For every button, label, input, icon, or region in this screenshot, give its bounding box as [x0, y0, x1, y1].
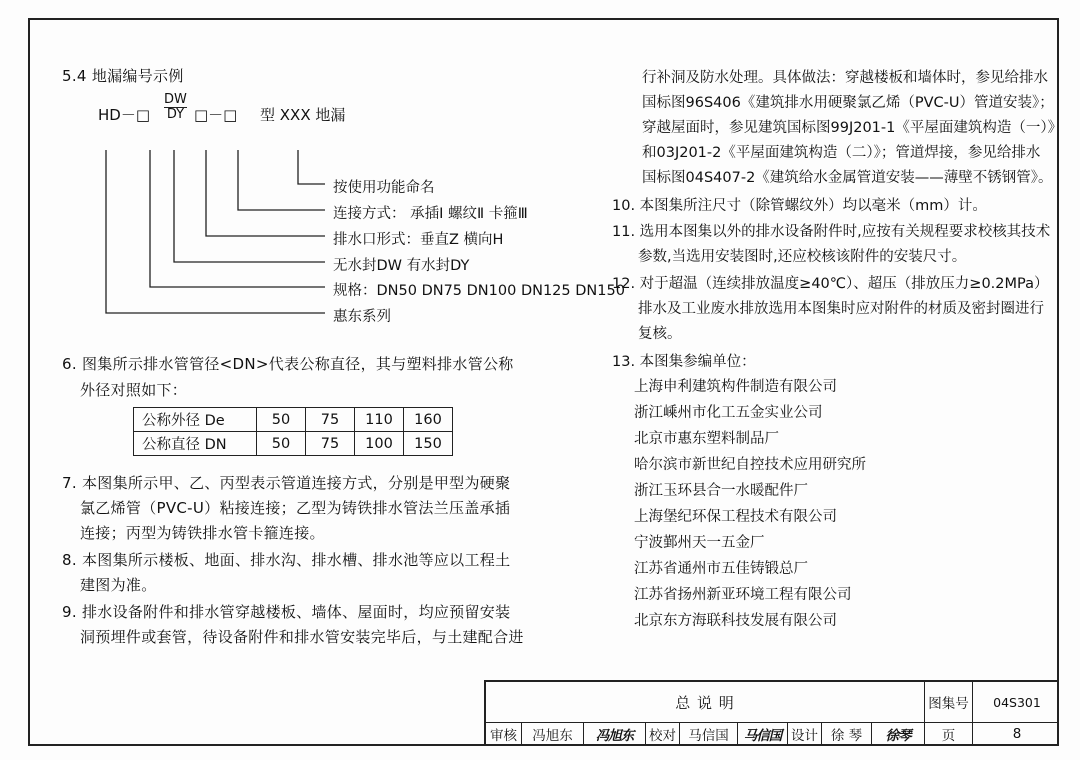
code-item-5: 规格：DN50 DN75 DN100 DN125 DN150 — [333, 283, 625, 299]
check-label: 校对 — [645, 722, 679, 746]
code-item-3: 排水口形式：垂直Z 横向H — [333, 232, 504, 248]
section-8-line1: 8. 本图集所示楼板、地面、排水沟、排水槽、排水池等应以工程土 — [62, 551, 511, 569]
unit-item: 浙江玉环县合一水暖配件厂 — [634, 483, 808, 499]
drawing-title: 总 说 明 — [675, 693, 735, 712]
design-label: 设计 — [787, 722, 821, 746]
signature-row — [486, 722, 1059, 746]
check-name: 马信国 — [679, 722, 737, 746]
diameter-table — [133, 407, 453, 456]
section-6-line1: 6. 图集所示排水管管径<DN>代表公称直径，其与塑料排水管公称 — [62, 355, 514, 373]
section-9-line1: 9. 排水设备附件和排水管穿越楼板、墙体、屋面时，均应预留安装 — [62, 603, 511, 621]
unit-item: 浙江嵊州市化工五金实业公司 — [634, 405, 823, 421]
table-cell: 150 — [404, 432, 453, 456]
code-item-2: 连接方式： 承插Ⅰ 螺纹Ⅱ 卡箍Ⅲ — [333, 206, 528, 222]
page-label: 页 — [924, 722, 972, 746]
table-cell: 50 — [257, 432, 306, 456]
audit-name: 冯旭东 — [521, 722, 583, 746]
continuation-line3: 穿越屋面时，参见建筑国标图99J201-1《平屋面建筑构造（一）》 — [642, 120, 1063, 136]
section-7-line2: 氯乙烯管（PVC-U）粘接连接；乙型为铸铁排水管法兰压盖承插 — [80, 499, 511, 517]
unit-item: 上海堡纪环保工程技术有限公司 — [634, 509, 837, 525]
fraction-top: DW — [164, 92, 187, 107]
section-9-line2: 洞预埋件或套管，待设备附件和排水管安装完毕后，与土建配合进 — [80, 628, 524, 646]
section-6-line2: 外径对照如下： — [80, 381, 188, 399]
code-prefix: HD－□ — [98, 106, 151, 124]
code-item-4: 无水封DW 有水封DY — [333, 258, 470, 274]
table-cell: 75 — [306, 408, 355, 432]
continuation-line5: 国标图04S407-2《建筑给水金属管道安装——薄壁不锈钢管》。 — [642, 170, 1053, 186]
section-12-line3: 复核。 — [638, 326, 682, 342]
design-signature: 徐琴 — [871, 722, 924, 746]
continuation-line4: 和03J201-2《平屋面建筑构造（二）》；管道焊接，参见给排水 — [642, 145, 1041, 161]
atlas-number: 04S301 — [972, 682, 1061, 722]
unit-item: 北京市惠东塑料制品厂 — [634, 431, 779, 447]
table-cell: 160 — [404, 408, 453, 432]
table-cell: 公称外径 De — [134, 408, 257, 432]
design-name: 徐 琴 — [821, 722, 871, 746]
continuation-line1: 行补洞及防水处理。具体做法：穿越楼板和墙体时，参见给排水 — [642, 70, 1048, 86]
table-cell: 100 — [355, 432, 404, 456]
page-number: 8 — [972, 722, 1061, 746]
atlas-label: 图集号 — [924, 682, 972, 722]
unit-item: 北京东方海联科技发展有限公司 — [634, 613, 837, 629]
section-8-line2: 建图为准。 — [80, 576, 157, 594]
section-7-line3: 连接；丙型为铸铁排水管卡箍连接。 — [80, 524, 325, 542]
unit-item: 江苏省扬州新亚环境工程有限公司 — [634, 587, 852, 603]
section-7-line1: 7. 本图集所示甲、乙、丙型表示管道连接方式，分别是甲型为硬聚 — [62, 474, 511, 492]
unit-item: 哈尔滨市新世纪自控技术应用研究所 — [634, 457, 866, 473]
title-block — [484, 680, 1059, 746]
check-signature: 马信国 — [737, 722, 787, 746]
unit-item: 江苏省通州市五佳铸锻总厂 — [634, 561, 808, 577]
table-cell: 公称直径 DN — [134, 432, 257, 456]
continuation-line2: 国标图96S406《建筑排水用硬聚氯乙烯（PVC-U）管道安装》； — [642, 95, 1054, 111]
section-12-line1: 12. 对于超温（连续排放温度≥40℃）、超压（排放压力≥0.2MPa） — [612, 276, 1049, 292]
section-12-line2: 排水及工业废水排放选用本图集时应对附件的材质及密封圈进行 — [638, 301, 1044, 317]
table-row — [134, 432, 453, 456]
unit-item: 上海申利建筑构件制造有限公司 — [634, 379, 837, 395]
code-item-1: 按使用功能命名 — [333, 180, 435, 196]
code-suffix: 型 XXX 地漏 — [260, 106, 346, 124]
section-13-title: 13. 本图集参编单位： — [612, 354, 756, 370]
code-item-6: 惠东系列 — [333, 309, 391, 325]
section-11-line1: 11. 选用本图集以外的排水设备附件时,应按有关规程要求校核其技术 — [612, 224, 1051, 240]
unit-item: 宁波鄞州天一五金厂 — [634, 535, 765, 551]
section-11-line2: 参数,当选用安装图时,还应校核该附件的安装尺寸。 — [638, 249, 967, 265]
section-5-4-title: 5.4 地漏编号示例 — [62, 67, 184, 85]
audit-signature: 冯旭东 — [583, 722, 645, 746]
table-cell: 75 — [306, 432, 355, 456]
audit-label: 审核 — [490, 728, 517, 744]
table-cell: 110 — [355, 408, 404, 432]
code-mid: □－□ — [194, 106, 238, 124]
table-cell: 50 — [257, 408, 306, 432]
section-10: 10. 本图集所注尺寸（除管螺纹外）均以毫米（mm）计。 — [612, 198, 987, 214]
fraction-bottom: DY — [164, 107, 187, 122]
table-row — [134, 408, 453, 432]
